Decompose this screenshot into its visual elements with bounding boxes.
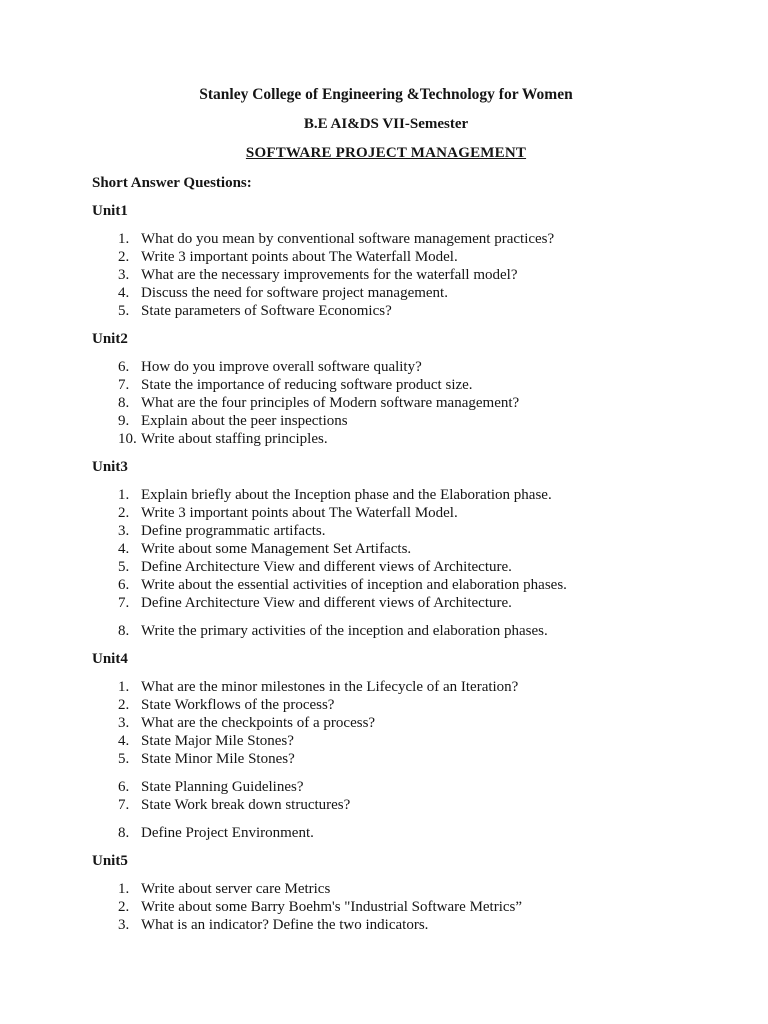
question-text: Define Architecture View and different views of Architecture. [141,595,512,611]
question-text: Write about the essential activities of inception and elaboration phases. [141,577,567,593]
question-text: Write about staffing principles. [141,431,328,447]
question-number: 3. [118,715,130,731]
question-item [92,576,680,594]
unit-title: Unit3 [92,459,128,475]
question-text: What are the minor milestones in the Lifecycle of an Iteration? [141,679,519,695]
question-number: 9. [118,413,130,429]
question-text: Define programmatic artifacts. [141,523,326,539]
question-text: State Planning Guidelines? [141,779,304,795]
question-number: 3. [118,267,130,283]
question-item [92,430,680,448]
question-number: 2. [118,899,130,915]
question-text: Write about some Management Set Artifacts. [141,541,412,557]
unit-section [92,202,680,320]
unit-section [92,650,680,842]
question-group [92,824,680,842]
question-text: What are the checkpoints of a process? [141,715,376,731]
question-number: 6. [118,779,130,795]
question-number: 7. [118,377,130,393]
question-text: State Work break down structures? [141,797,351,813]
question-number: 4. [118,285,130,301]
question-text: Explain about the peer inspections [141,413,348,429]
question-text: Define Architecture View and different views of Architecture. [141,559,512,575]
question-item [92,412,680,430]
section-heading: Short Answer Questions: [92,175,252,191]
unit-title: Unit5 [92,853,128,869]
question-text: What do you mean by conventional software management practices? [141,231,555,247]
question-item [92,230,680,248]
question-group [92,622,680,640]
question-item [92,358,680,376]
question-text: Define Project Environment. [141,825,314,841]
question-item [92,558,680,576]
unit-section [92,852,680,934]
question-text: State Minor Mile Stones? [141,751,295,767]
question-item [92,796,680,814]
question-number: 7. [118,797,130,813]
question-item [92,622,680,640]
unit-title: Unit2 [92,331,128,347]
question-number: 1. [118,231,130,247]
question-text: Write about some Barry Boehm's "Industrial Software Metrics” [141,899,523,915]
question-text: How do you improve overall software quality? [141,359,422,375]
question-text: What is an indicator? Define the two indicators. [141,917,429,933]
unit-title: Unit1 [92,203,128,219]
question-number: 2. [118,249,130,265]
course-title: B.E AI&DS VII-Semester [303,116,469,132]
question-item [92,732,680,750]
question-text: What are the four principles of Modern software management? [141,395,520,411]
college-title: Stanley College of Engineering &Technology for Women [199,86,573,103]
question-text: Write 3 important points about The Waterfall Model. [141,249,458,265]
unit-section [92,330,680,448]
question-number: 2. [118,697,130,713]
unit-section [92,458,680,640]
question-text: What are the necessary improvements for the waterfall model? [141,267,518,283]
question-number: 5. [118,751,130,767]
question-item [92,376,680,394]
question-number: 6. [118,359,130,375]
question-number: 10. [118,431,137,447]
question-text: Explain briefly about the Inception phase and the Elaboration phase. [141,487,552,503]
question-text: State Major Mile Stones? [141,733,294,749]
question-text: Write about server care Metrics [141,881,331,897]
question-item [92,916,680,934]
question-number: 8. [118,825,130,841]
question-group [92,778,680,814]
question-item [92,714,680,732]
question-item [92,696,680,714]
question-text: State Workflows of the process? [141,697,335,713]
question-text: Discuss the need for software project management. [141,285,448,301]
question-number: 6. [118,577,130,593]
question-item [92,750,680,768]
question-item [92,778,680,796]
question-number: 1. [118,881,130,897]
question-text: State the importance of reducing software product size. [141,377,473,393]
question-text: Write the primary activities of the inception and elaboration phases. [141,623,548,639]
question-number: 5. [118,559,130,575]
question-number: 7. [118,595,130,611]
question-group [92,486,680,612]
question-item [92,522,680,540]
question-item [92,824,680,842]
question-item [92,678,680,696]
question-item [92,898,680,916]
question-item [92,266,680,284]
unit-title: Unit4 [92,651,128,667]
question-item [92,504,680,522]
question-item [92,284,680,302]
question-number: 1. [118,487,130,503]
question-item [92,540,680,558]
question-number: 5. [118,303,130,319]
question-number: 8. [118,395,130,411]
question-item [92,302,680,320]
question-number: 2. [118,505,130,521]
question-number: 3. [118,917,130,933]
question-item [92,486,680,504]
question-item [92,594,680,612]
question-group [92,358,680,448]
question-group [92,230,680,320]
question-item [92,248,680,266]
question-group [92,678,680,768]
question-number: 3. [118,523,130,539]
question-number: 4. [118,541,130,557]
question-text: State parameters of Software Economics? [141,303,392,319]
question-group [92,880,680,934]
question-text: Write 3 important points about The Waterfall Model. [141,505,458,521]
subject-title: SOFTWARE PROJECT MANAGEMENT [245,145,527,161]
question-number: 1. [118,679,130,695]
question-number: 8. [118,623,130,639]
question-item [92,394,680,412]
question-item [92,880,680,898]
units [92,202,680,934]
question-number: 4. [118,733,130,749]
